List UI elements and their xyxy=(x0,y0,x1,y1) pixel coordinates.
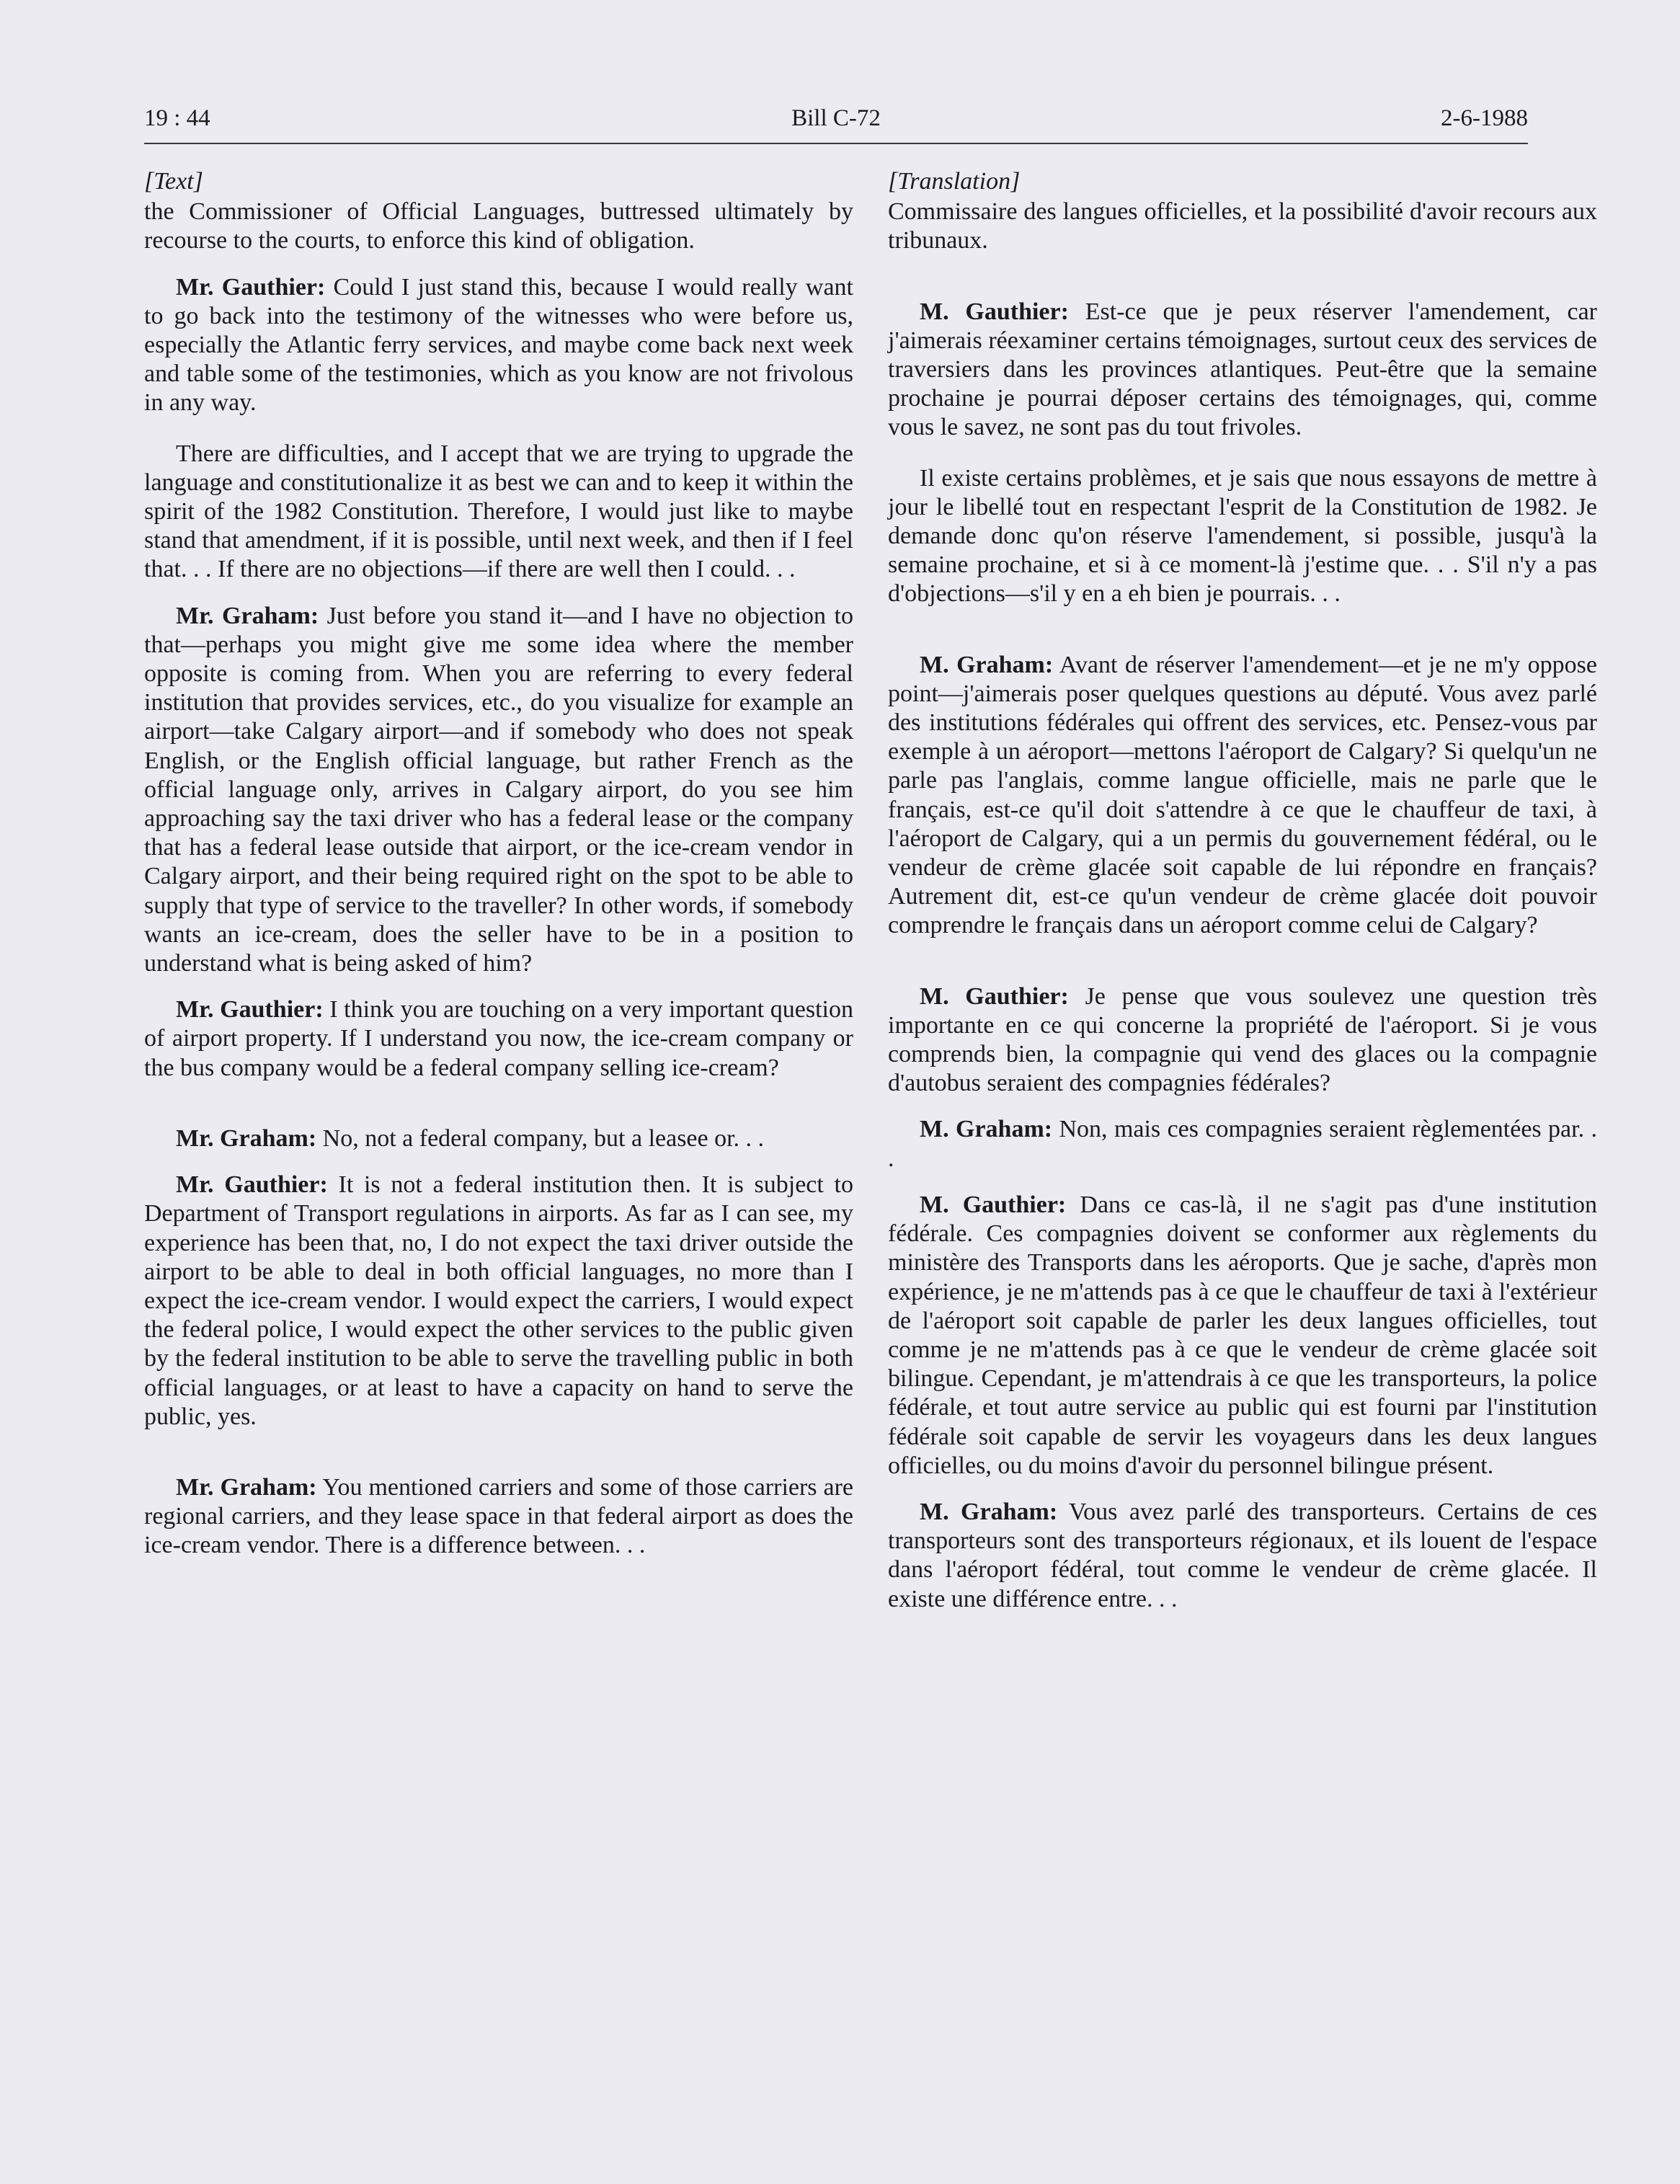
paragraph-continuation: Commissaire des langues officielles, et la possibilité d'avoir recours aux tribunaux. xyxy=(888,198,1597,254)
speech-gauthier-2 xyxy=(888,982,1597,1098)
speech-text: Vous avez parlé des transporteurs. Certains de ces transporteurs sont des transporteurs régionaux, et ils louent de l'espace dans l'aéroport fédéral, tout comme le vendeur de crème glacée. Il existe une différence entre. . . xyxy=(888,1498,1597,1612)
speech-text: I think you are touching on a very important question of airport property. If I understand you now, the ice-cream company or the bus company would be a federal company selling ice-cream? xyxy=(144,996,853,1081)
speaker-name: M. Gauthier: xyxy=(920,298,1069,325)
sitting-date: 2-6-1988 xyxy=(1441,105,1528,131)
speaker-name: M. Graham: xyxy=(920,1116,1053,1143)
speaker-name: M. Graham: xyxy=(920,651,1054,678)
speech-text: Avant de réserver l'amendement—et je ne m'y oppose point—j'aimerais poser quelques questions au député. Vous avez parlé des institutions fédérales qui offrent des services, etc. Pensez-vous par exemple à un aéroport—mettons l'aéroport de Calgary? Si quelqu'un ne parle pas l'anglais, comme langue officielle, mais ne parle que le français, est-ce qu'il doit s'attendre à ce que le chauffeur de taxi, à l'aéroport de Calgary, qui a un permis du gouvernement fédéral, ou le vendeur de crème glacée soit capable de lui répondre en français? Autrement dit, est-ce qu'un vendeur de crème glacée doit pouvoir comprendre le français dans un aéroport comme celui de Calgary? xyxy=(888,651,1598,939)
speech-text: Est-ce que je peux réserver l'amendement, car j'aimerais réexaminer certains témoignages, surtout ceux des services de traversiers dans les provinces atlantiques. Peut-être que la semaine prochaine je pourrai déposer certains des témoignages, qui, comme vous le savez, ne sont pas du tout frivoles. xyxy=(888,298,1597,441)
speaker-name: M. Gauthier: xyxy=(920,1191,1067,1218)
speaker-name: Mr. Graham: xyxy=(176,602,319,629)
bill-title: Bill C-72 xyxy=(791,105,881,131)
paragraph-continuation: the Commissioner of Official Languages, buttressed ultimately by recourse to the courts, to enforce this kind of obligation. xyxy=(144,198,853,254)
french-column xyxy=(888,167,1597,1614)
speaker-name: M. Graham: xyxy=(920,1498,1058,1525)
speech-text: Non, mais ces compagnies seraient règlementées par. . . xyxy=(888,1116,1597,1172)
speech-graham-3 xyxy=(144,1473,853,1561)
speaker-name: Mr. Graham: xyxy=(176,1473,317,1501)
speech-text: Just before you stand it—and I have no objection to that—perhaps you might give me some idea where the member opposite is coming from. When you are referring to every federal institution that provides services, etc., do you visualize for example an airport—take Calgary airport—and if somebody who does not speak English, or the English official language, but rather French as the official language only, arrives in Calgary airport, do you see him approaching say the taxi driver who has a federal lease or the company that has a federal lease outside that airport, or the ice-cream vendor in Calgary airport, and their being required right on the spot to be able to supply that type of service to the traveller? In other words, if somebody wants an ice-cream, does the seller have to be in a position to understand what is being asked of him? xyxy=(144,602,853,977)
speech-graham-1 xyxy=(144,602,853,979)
page-header xyxy=(144,105,1528,146)
speech-text: No, not a federal company, but a leasee or. . . xyxy=(316,1124,765,1152)
translation-label: [Translation] xyxy=(888,168,1021,195)
speech-text: Could I just stand this, because I would really want to go back into the testimony of the witnesses who were before us, especially the Atlantic ferry services, and maybe come back next week and table some of the testimonies, which as you know are not frivolous in any way. xyxy=(144,273,853,417)
speech-gauthier-3 xyxy=(888,1191,1597,1481)
speaker-name: M. Gauthier: xyxy=(920,982,1069,1010)
speech-gauthier-1b: Il existe certains problèmes, et je sais que nous essayons de mettre à jour le libellé tout en respectant l'esprit de la Constitution de 1982. Je demande donc qu'on réserve l'amendement, si possible, jusqu'à la semaine prochaine, et si à ce moment-là j'estime que. . . S'il n'y a pas d'objections—s'il y en a eh bien je pourrais. . . xyxy=(888,464,1597,608)
speech-gauthier-3 xyxy=(144,1171,853,1431)
speaker-name: Mr. Graham: xyxy=(176,1124,317,1152)
speech-gauthier-1 xyxy=(888,298,1597,443)
text-label: [Text] xyxy=(144,168,203,195)
speech-graham-2 xyxy=(144,1124,853,1153)
speech-graham-2 xyxy=(888,1115,1597,1173)
speech-text: It is not a federal institution then. It is subject to Department of Transport regulations in airports. As far as I can see, my experience has been that, no, I do not expect the taxi driver outside the airport to be able to deal in both official languages, no more than I expect the ice-cream vendor. I would expect the carriers, I would expect the federal police, I would expect the other services to the public given by the federal institution to be able to serve the travelling public in both official languages, or at least to have a capacity on hand to serve the public, yes. xyxy=(144,1171,853,1430)
speech-graham-1 xyxy=(888,651,1597,941)
header-rule xyxy=(144,143,1528,144)
page-number: 19 : 44 xyxy=(144,105,210,131)
speaker-name: Mr. Gauthier: xyxy=(176,1171,328,1199)
speech-gauthier-1b: There are difficulties, and I accept that we are trying to upgrade the language and constitutionalize it as best we can and to keep it within the spirit of the 1982 Constitution. Therefore, I would just like to maybe stand that amendment, if it is possible, until next week, and then if I feel that. . . If there are no objections—if there are well then I could. . . xyxy=(144,440,853,583)
speech-gauthier-2 xyxy=(144,995,853,1083)
english-column xyxy=(144,167,853,1561)
speech-text: Dans ce cas-là, il ne s'agit pas d'une institution fédérale. Ces compagnies doivent se conformer aux règlements du ministère des Transports dans les aéroports. Que je sache, d'après mon expérience, je ne m'attends pas à ce que le chauffeur de taxi à l'extérieur de l'aéroport soit capable de parler les deux langues officielles, tout comme je ne m'attends pas à ce que le vendeur de crème glacée soit bilingue. Cependant, je m'attendrais à ce que les transporteurs, la police fédérale, et tout autre service au public qui est fourni par l'institution fédérale soit capable de servir les voyageurs dans les deux langues officielles, ou du moins d'avoir du personnel bilingue présent. xyxy=(888,1191,1597,1479)
speaker-name: Mr. Gauthier: xyxy=(176,996,324,1024)
speech-gauthier-1 xyxy=(144,273,853,418)
speech-graham-3 xyxy=(888,1498,1597,1614)
speech-text: You mentioned carriers and some of those carriers are regional carriers, and they lease space in that federal airport as does the ice-cream vendor. There is a difference between. . . xyxy=(144,1473,853,1559)
speech-text: Je pense que vous soulevez une question très importante en ce qui concerne la propriété de l'aéroport. Si je vous comprends bien, la compagnie qui vend des glaces ou la compagnie d'autobus seraient des compagnies fédérales? xyxy=(888,982,1597,1097)
speaker-name: Mr. Gauthier: xyxy=(176,273,326,301)
